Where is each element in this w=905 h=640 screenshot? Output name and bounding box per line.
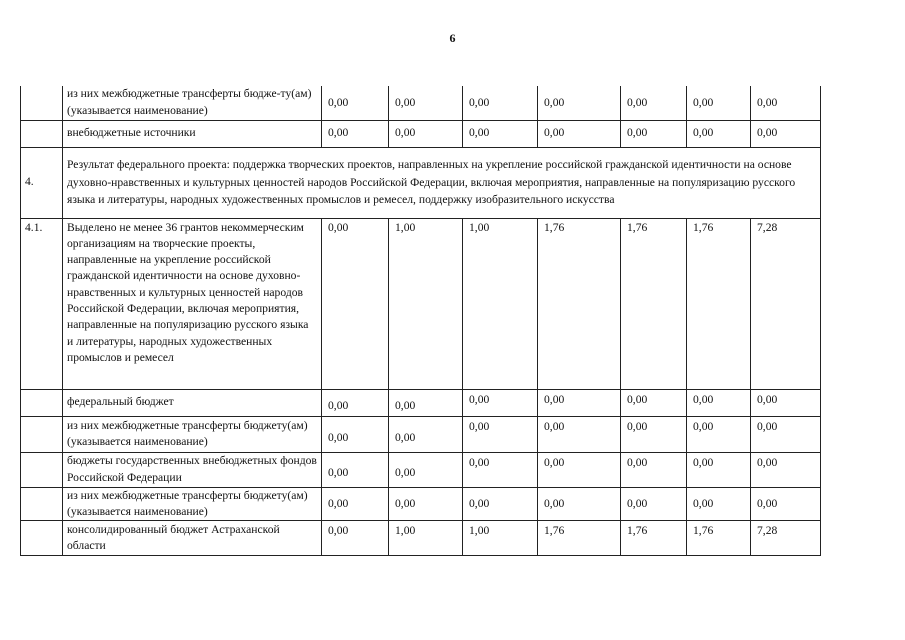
table-row-transfers: [21, 487, 821, 521]
value-cell: 1,76: [538, 218, 621, 389]
row-label: внебюджетные источники: [63, 120, 322, 147]
value-cell: 0,00: [463, 452, 538, 487]
value-cell: 0,00: [538, 487, 621, 521]
value-cell: 0,00: [538, 389, 621, 416]
value-cell: 1,00: [389, 218, 463, 389]
value-cell: 0,00: [538, 416, 621, 452]
value-cell: 0,00: [687, 487, 751, 521]
value-cell: 0,00: [687, 416, 751, 452]
row-label: из них межбюджетные трансферты бюджету(ам) (указывается наименование): [63, 487, 322, 521]
row-number-cell: [21, 120, 63, 147]
value-cell: 0,00: [389, 120, 463, 147]
row-label: из них межбюджетные трансферты бюджету(ам) (указывается наименование): [63, 416, 322, 452]
value-cell: 0,00: [621, 120, 687, 147]
value-cell: 0,00: [687, 389, 751, 416]
value-cell: 1,76: [621, 218, 687, 389]
section-title: Результат федерального проекта: поддержка творческих проектов, направленных на укрепление российской гражданской идентичности на основе духовно-нравственных и культурных ценностей народов Российской Федерации, включая мероприятия, направленные на популяризацию русского языка и литературы, народных художественных промыслов и ремесел, поддержку изобразительного искусства: [63, 147, 821, 218]
value-cell: 0,00: [621, 452, 687, 487]
value-cell: 0,00: [621, 86, 687, 120]
section-row-4: [21, 147, 821, 218]
value-cell: 0,00: [751, 416, 821, 452]
row-number-cell: [21, 416, 63, 452]
value-cell: 0,00: [322, 389, 389, 416]
value-cell: 0,00: [687, 452, 751, 487]
row-label: федеральный бюджет: [63, 389, 322, 416]
value-cell: 1,00: [463, 218, 538, 389]
table-row-extrabudget: [21, 120, 821, 147]
value-cell: 0,00: [389, 416, 463, 452]
row-label: из них межбюджетные трансферты бюдже-ту(ам) (указывается наименование): [63, 86, 322, 120]
value-cell: 0,00: [322, 521, 389, 556]
budget-table: [20, 86, 821, 556]
row-number-cell: [21, 452, 63, 487]
value-cell: 0,00: [463, 86, 538, 120]
value-cell: 0,00: [322, 452, 389, 487]
value-cell: 7,28: [751, 218, 821, 389]
value-cell: 7,28: [751, 521, 821, 556]
value-cell: 0,00: [538, 452, 621, 487]
value-cell: 0,00: [463, 389, 538, 416]
value-cell: 0,00: [322, 120, 389, 147]
value-cell: 1,76: [538, 521, 621, 556]
value-cell: 0,00: [751, 86, 821, 120]
table-row-4-1: [21, 218, 821, 389]
value-cell: 1,76: [621, 521, 687, 556]
value-cell: 0,00: [751, 487, 821, 521]
table-row-transfers: [21, 86, 821, 120]
value-cell: 1,00: [463, 521, 538, 556]
value-cell: 0,00: [538, 120, 621, 147]
value-cell: 0,00: [389, 487, 463, 521]
value-cell: 0,00: [322, 86, 389, 120]
value-cell: 0,00: [751, 389, 821, 416]
row-number-cell: [21, 487, 63, 521]
page-number: 6: [449, 31, 456, 45]
value-cell: 0,00: [389, 452, 463, 487]
value-cell: 0,00: [538, 86, 621, 120]
value-cell: 0,00: [463, 487, 538, 521]
table-row-state-funds: [21, 452, 821, 487]
value-cell: 0,00: [621, 487, 687, 521]
value-cell: 0,00: [389, 389, 463, 416]
row-label: консолидированный бюджет Астраханской области: [63, 521, 322, 556]
value-cell: 1,76: [687, 521, 751, 556]
table-row-transfers: [21, 416, 821, 452]
value-cell: 0,00: [687, 86, 751, 120]
row-number: 4.1.: [21, 218, 63, 389]
value-cell: 1,00: [389, 521, 463, 556]
value-cell: 1,76: [687, 218, 751, 389]
value-cell: 0,00: [463, 120, 538, 147]
row-number-cell: [21, 86, 63, 120]
value-cell: 0,00: [751, 452, 821, 487]
value-cell: 0,00: [687, 120, 751, 147]
section-number: 4.: [21, 147, 63, 218]
value-cell: 0,00: [389, 86, 463, 120]
row-number-cell: [21, 521, 63, 556]
value-cell: 0,00: [463, 416, 538, 452]
value-cell: 0,00: [322, 487, 389, 521]
row-number-cell: [21, 389, 63, 416]
table-row-consolidated: [21, 521, 821, 556]
value-cell: 0,00: [322, 416, 389, 452]
row-label: бюджеты государственных внебюджетных фондов Российской Федерации: [63, 452, 322, 487]
row-label: Выделено не менее 36 грантов некоммерческим организациям на творческие проекты, направленные на укрепление российской гражданской идентичности на основе духовно-нравственных и культурных ценностей народов Российской Федерации, включая мероприятия, направленные на популяризацию русского языка и литературы, народных художественных промыслов и ремесел: [63, 218, 322, 389]
value-cell: 0,00: [621, 389, 687, 416]
value-cell: 0,00: [322, 218, 389, 389]
value-cell: 0,00: [621, 416, 687, 452]
table-row-federal: [21, 389, 821, 416]
value-cell: 0,00: [751, 120, 821, 147]
